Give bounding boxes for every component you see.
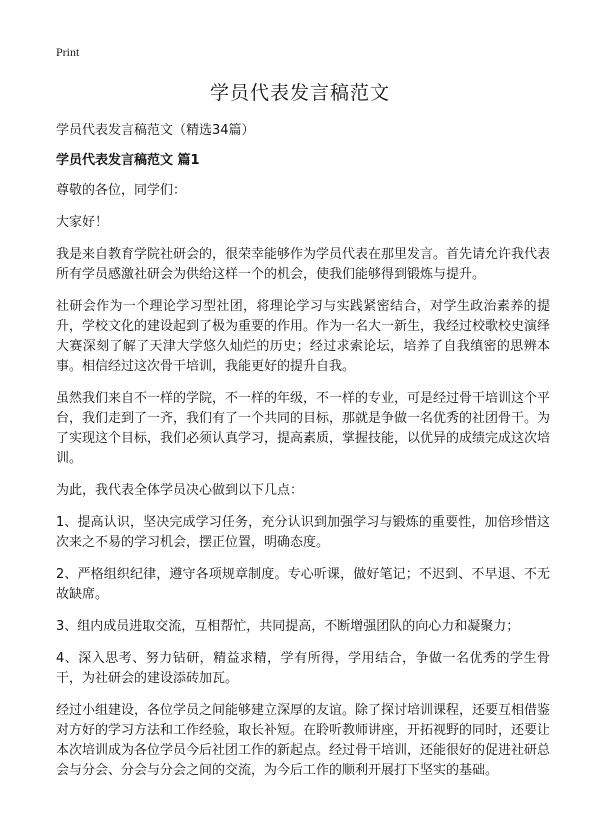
paragraph: 经过小组建设，各位学员之间能够建立深厚的友谊。除了探讨培训课程，还要互相借鉴对方好的学习方法和工作经验，取长补短。在聆听教师讲座，开拓视野的同时，还要让本次培训成为各位学员今后社团工作的新起点。经过骨干培训，还能很好的促进社研总会与分会、分会与分会之间的交流，为今后工作的顺利开展打下坚实的基础。 bbox=[56, 703, 551, 778]
paragraph: 我是来自教育学院社研会的，很荣幸能够作为学员代表在那里发言。首先请允许我代表所有学员感激社研会为供给这样一个的机会，使我们能够得到锻炼与提升。 bbox=[56, 247, 551, 282]
list-item: 3、组内成员进取交流，互相帮忙，共同提高，不断增强团队的向心力和凝聚力； bbox=[56, 619, 520, 634]
document-title: 学员代表发言稿范文 bbox=[209, 82, 390, 104]
document-body bbox=[56, 121, 550, 793]
list-item: 1、提高认识，坚决完成学习任务，充分认识到加强学习与锻炼的重要性，加倍珍惜这次来之不易的学习机会，摆正位置，明确态度。 bbox=[56, 515, 550, 550]
document-subtitle: 学员代表发言稿范文（精选34篇） bbox=[56, 123, 255, 138]
paragraph-salutation: 尊敬的各位，同学们： bbox=[56, 183, 187, 198]
print-link[interactable]: Print bbox=[56, 45, 80, 59]
section-heading: 学员代表发言稿范文 篇1 bbox=[56, 153, 200, 168]
list-item: 4、深入思考、努力钻研，精益求精，学有所得，学用结合，争做一名优秀的学生骨干，为社研会的建设添砖加瓦。 bbox=[56, 651, 550, 686]
paragraph: 为此，我代表全体学员决心做到以下几点： bbox=[56, 483, 304, 498]
paragraph: 虽然我们来自不一样的学院，不一样的年级，不一样的专业，可是经过骨干培训这个平台，我们走到了一齐，我们有了一个共同的目标，那就是争做一名优秀的社团骨干。为了实现这个目标，我们必须认真学习，提高素质，掌握技能，以优异的成绩完成这次培训。 bbox=[56, 391, 551, 466]
list-item: 2、严格组织纪律，遵守各项规章制度。专心听课，做好笔记；不迟到、不早退、不无故缺席。 bbox=[56, 567, 550, 602]
paragraph: 社研会作为一个理论学习型社团，将理论学习与实践紧密结合，对学生政治素养的提升，学校文化的建设起到了极为重要的作用。作为一名大一新生，我经过校歌校史演绎大赛深刻了解了天津大学悠久灿烂的历史；经过求索论坛，培养了自我缜密的思辨本事。相信经过这次骨干培训，我能更好的提升自我。 bbox=[56, 299, 551, 374]
paragraph-greeting: 大家好！ bbox=[56, 215, 109, 230]
